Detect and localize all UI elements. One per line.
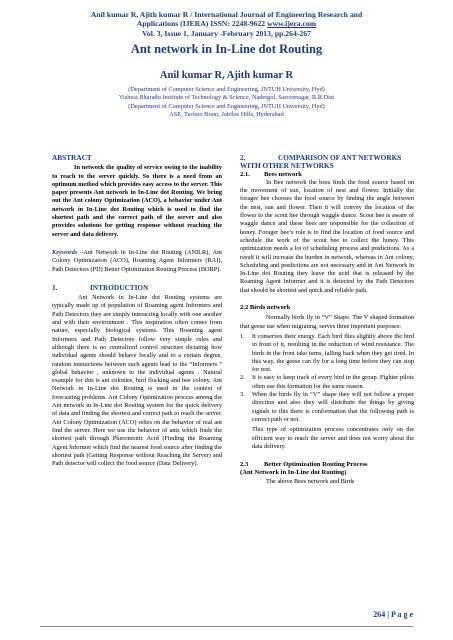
list-item-number: 1. — [240, 332, 245, 340]
section-2-number: 2. — [240, 153, 246, 162]
list-item — [240, 333, 414, 374]
footer-divider — [40, 626, 413, 627]
section-1-number: 1. — [52, 282, 58, 292]
journal-url[interactable]: www.ijera.com — [267, 19, 317, 29]
list-item-number: 3. — [240, 391, 245, 399]
subsection-2-1-number: 2.1. — [240, 170, 250, 178]
subsection-2-1-body: In Bee network the bees finds the food source based on the movement of sun, location of nest and flower. Initially the forager bee chooses the food source by finding the angle between the nest, sun and flower. Then it will convey the location of the flower to the scout bee through waggle dance. Scout bee is aware of waggle dance and these bees are responsible for the collection of honey. Forager bee’s role is to find the location of food source and schedule the work of the scout bee to collect the honey. This optimization needs a lot of scheduling process and predictions. As a result it will increase the burden in network, whereas in Ant colony, Scheduling and predictions are not necessary and in Ant Network in In-Line dot Routing they leave the acid that is released by the Roaming Agent Informer and it is detected by the Path Detectors that should be shortest and quick and reliable path. — [240, 178, 414, 294]
journal-header — [0, 10, 453, 38]
affiliation-2: Vishwa Bharathi Institute of Technology & Science, Nadergul, Saroornagar, R.R.Dist — [118, 94, 335, 102]
subsection-2-3-number: 2.3 — [240, 461, 249, 469]
subsection-2-3-body: The above Bees network and Birds — [266, 477, 355, 485]
right-column — [240, 154, 414, 486]
affiliation-1: (Department of Computer Science and Engineering, JNTUH University, Hyd) — [128, 86, 325, 93]
subsection-2-3-heading — [240, 461, 414, 478]
section-2-title-line2: WITH OTHER NETWORKS — [240, 161, 334, 171]
keywords-paragraph — [52, 249, 222, 274]
journal-header-line2 — [0, 19, 453, 28]
subsection-2-1-heading — [240, 171, 414, 179]
abstract-heading: ABSTRACT — [52, 153, 92, 162]
keywords-label: Keywords — [52, 248, 78, 256]
affiliations — [40, 86, 413, 119]
left-column — [52, 154, 222, 468]
list-followup-text: This type of optimization process concentrates only on the efficient way to reach the server and does not worry about the data delivery. — [252, 426, 414, 450]
subsection-2-1-title: Bees network — [264, 170, 302, 178]
paper-authors: Anil kumar R, Ajith kumar R — [159, 70, 294, 81]
purposes-list — [240, 333, 414, 424]
page-number: 264 | P a g e — [373, 610, 413, 619]
abstract-body: In network the quality of service owing to the inability to reach to the server quickly. So there is a need from an optimum method which provides easy access to the server. This paper presents Ant network in In-Line dot Routing. We bring out the Ant colony Optimization (ACO), a behavior under Ant network in In-Line dot Routing which is used to find the shortest path and the correct path of the server and also provides solutions for getting response without reaching the server and data delivery. — [52, 164, 222, 238]
section-1-heading — [52, 284, 222, 292]
subsection-2-2-heading: 2.2 Birds network — [240, 304, 291, 312]
paper-title: Ant network in In-Line dot Routing — [130, 42, 323, 56]
affiliation-4: ASE, Techno Brain, Jubilee Hills, Hyderabad — [169, 110, 284, 118]
affiliation-3: (Department of Computer Science and Engineering, JNTUH University, Hyd) — [128, 102, 325, 110]
list-item — [240, 391, 414, 424]
section-2-title-line1: COMPARISON OF ANT NETWORKS — [278, 153, 402, 162]
journal-issn: Applications (IJERA) ISSN: 2248-9622 — [136, 19, 266, 29]
section-1-body: Ant Network in In-Line dot Routing systems are typically made up of population of Roaming agent Informers and Path Detectors they are simply interacting locally with one another and with their environment . This inspiration often comes from nature, especially biological systems. This Roaming agent Informers and Path Detectors follow very simple rules and although there is no centralized control structure dictating how individual agents should behave locally and to a certain degree, random interactions between such agents lead to the “Informers ” global behavior , unknown to the individual agents . Natural example for this is ant colonies, bird flocking and bee colony. Ant Network in In-Line dot Routing is used in the context of forecasting problems. Ant Colony Optimization process among the Ant network in In-Line dot Routing system for the quick delivery of data and finding the shortest and correct path to reach the server. Ant Colony Optimization (ACO) relies on the behavior of real ant find the server. Here we use the behavior of ants which finds the shortest path through Pheromonic Acid (Finding the Roaming Agent Informer which find the nearest food source after finding the shortest path (Getting Response without Reaching the Server) and Path detector will collect the food source (Data Delivery). — [52, 294, 222, 468]
section-1-title: INTRODUCTION — [90, 282, 149, 292]
list-item-number: 2. — [240, 374, 245, 382]
list-item-text: It conserves their energy. Each bird flies slightly above the bird in front of it, resulting in the reduction of wind resistance. The birds in the front take turns, falling back when they get tired. In this way, the geese can fly for a long time before they can stop for rest. — [252, 332, 414, 374]
section-2-heading — [240, 154, 414, 171]
list-item-text: It is easy to keep track of every bird in the group. Fighter pilots often use this formation for the same reason. — [252, 374, 414, 390]
subsection-2-3-title-line1: Better Optimization Routing Process — [264, 461, 368, 469]
journal-header-line3: Vol. 3, Issue 1, January -February 2013, pp.264-267 — [142, 28, 311, 38]
list-item-text: When the birds fly in “V” shape they will not follow a proper direction and also they will distribute the things by giving signals to this there is conformation that the following path is correct path or not. — [252, 391, 414, 423]
keywords-text: –Ant Network in In-Line dot Routing (ANILR), Ant Colony Optimization (ACO), Roaming Agent Informers (RAI), Path Detectors (PD) Better Optimization Routing Process (BORP). — [52, 248, 222, 273]
subsection-2-3-title-line2: (Ant Network in In-Line dot Routing) — [240, 469, 347, 477]
list-item — [240, 374, 414, 391]
journal-header-line1: Anil kumar R, Ajith kumar R / International Journal of Engineering Research and — [90, 10, 363, 19]
subsection-2-2-intro: Normally birds fly in “V” Shape. The V shaped formation that geese use when migrating, serves three important purposes: — [240, 314, 414, 330]
